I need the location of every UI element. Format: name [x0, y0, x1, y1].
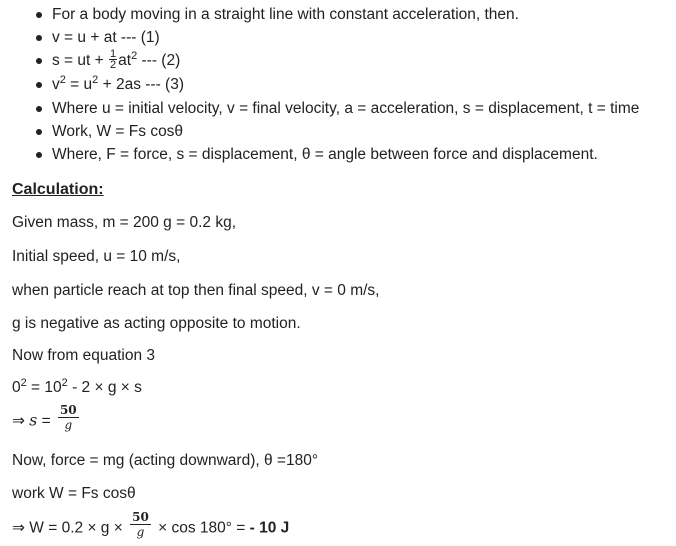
ten-exponent: 2 [61, 376, 68, 389]
work-suffix: × cos 180° = [153, 519, 250, 537]
list-item [52, 97, 672, 120]
equation-2-prefix: s = ut + [52, 52, 109, 70]
equation-3-v: v [52, 76, 60, 94]
equation-2-suffix: --- (2) [137, 52, 181, 70]
ten-base: = 10 [26, 379, 62, 396]
g-note: g is negative as acting opposite to motion. [12, 315, 301, 332]
list-item [52, 73, 672, 96]
equation-rest: - 2 × g × s [67, 379, 142, 396]
equation-2-mid: at [118, 52, 132, 70]
zero-base: 0 [12, 379, 21, 396]
equation-1: v = u + at --- (1) [52, 29, 160, 47]
zero-exponent: 2 [20, 376, 27, 389]
final-speed: when particle reach at top then final speed, v = 0 m/s, [12, 282, 380, 299]
equation-3-mid: = u [65, 76, 93, 94]
work-fraction [130, 510, 151, 539]
list-item [52, 49, 672, 73]
formula-list [0, 3, 672, 166]
fraction-numerator: 1 [110, 47, 117, 60]
from-equation-3: Now from equation 3 [12, 347, 156, 364]
fraction-numerator: 50 [132, 510, 149, 524]
work-definition: work W = Fs cosθ [12, 485, 136, 502]
fraction-denominator: g [64, 418, 73, 432]
fraction-numerator: 50 [59, 403, 77, 417]
force-definitions: Where, F = force, s = displacement, θ = angle between force and displacement. [52, 146, 598, 164]
equation-3-u-exponent: 2 [92, 74, 99, 87]
implies-prefix: ⇒ [12, 412, 30, 430]
substituted-equation [12, 376, 142, 397]
equals-sign: = [37, 412, 55, 430]
final-answer: - 10 J [249, 519, 290, 537]
list-item [52, 120, 672, 143]
list-item [52, 26, 672, 49]
work-formula: Work, W = Fs cosθ [52, 122, 184, 140]
initial-speed: Initial speed, u = 10 m/s, [12, 248, 181, 265]
fraction-denominator: 2 [110, 58, 117, 71]
force-statement: Now, force = mg (acting downward), θ =180° [12, 452, 319, 469]
list-item [52, 3, 672, 26]
s-variable: s [29, 411, 38, 430]
displacement-result [12, 403, 82, 432]
variable-definitions: Where u = initial velocity, v = final velocity, a = acceleration, s = displacement, t = time [52, 99, 640, 117]
work-result [12, 510, 290, 539]
equation-3-v-exponent: 2 [59, 74, 66, 87]
list-item [52, 143, 672, 166]
intro-text: For a body moving in a straight line with constant acceleration, then. [52, 6, 519, 23]
equation-2-exponent: 2 [131, 50, 138, 63]
work-prefix: ⇒ W = 0.2 × g × [12, 519, 128, 537]
given-mass: Given mass, m = 200 g = 0.2 kg, [12, 214, 237, 231]
half-fraction [109, 49, 117, 70]
fraction-denominator: g [136, 525, 145, 539]
calculation-heading: Calculation: [12, 181, 104, 198]
displacement-fraction [58, 403, 79, 432]
equation-3-suffix: + 2as --- (3) [98, 76, 184, 94]
